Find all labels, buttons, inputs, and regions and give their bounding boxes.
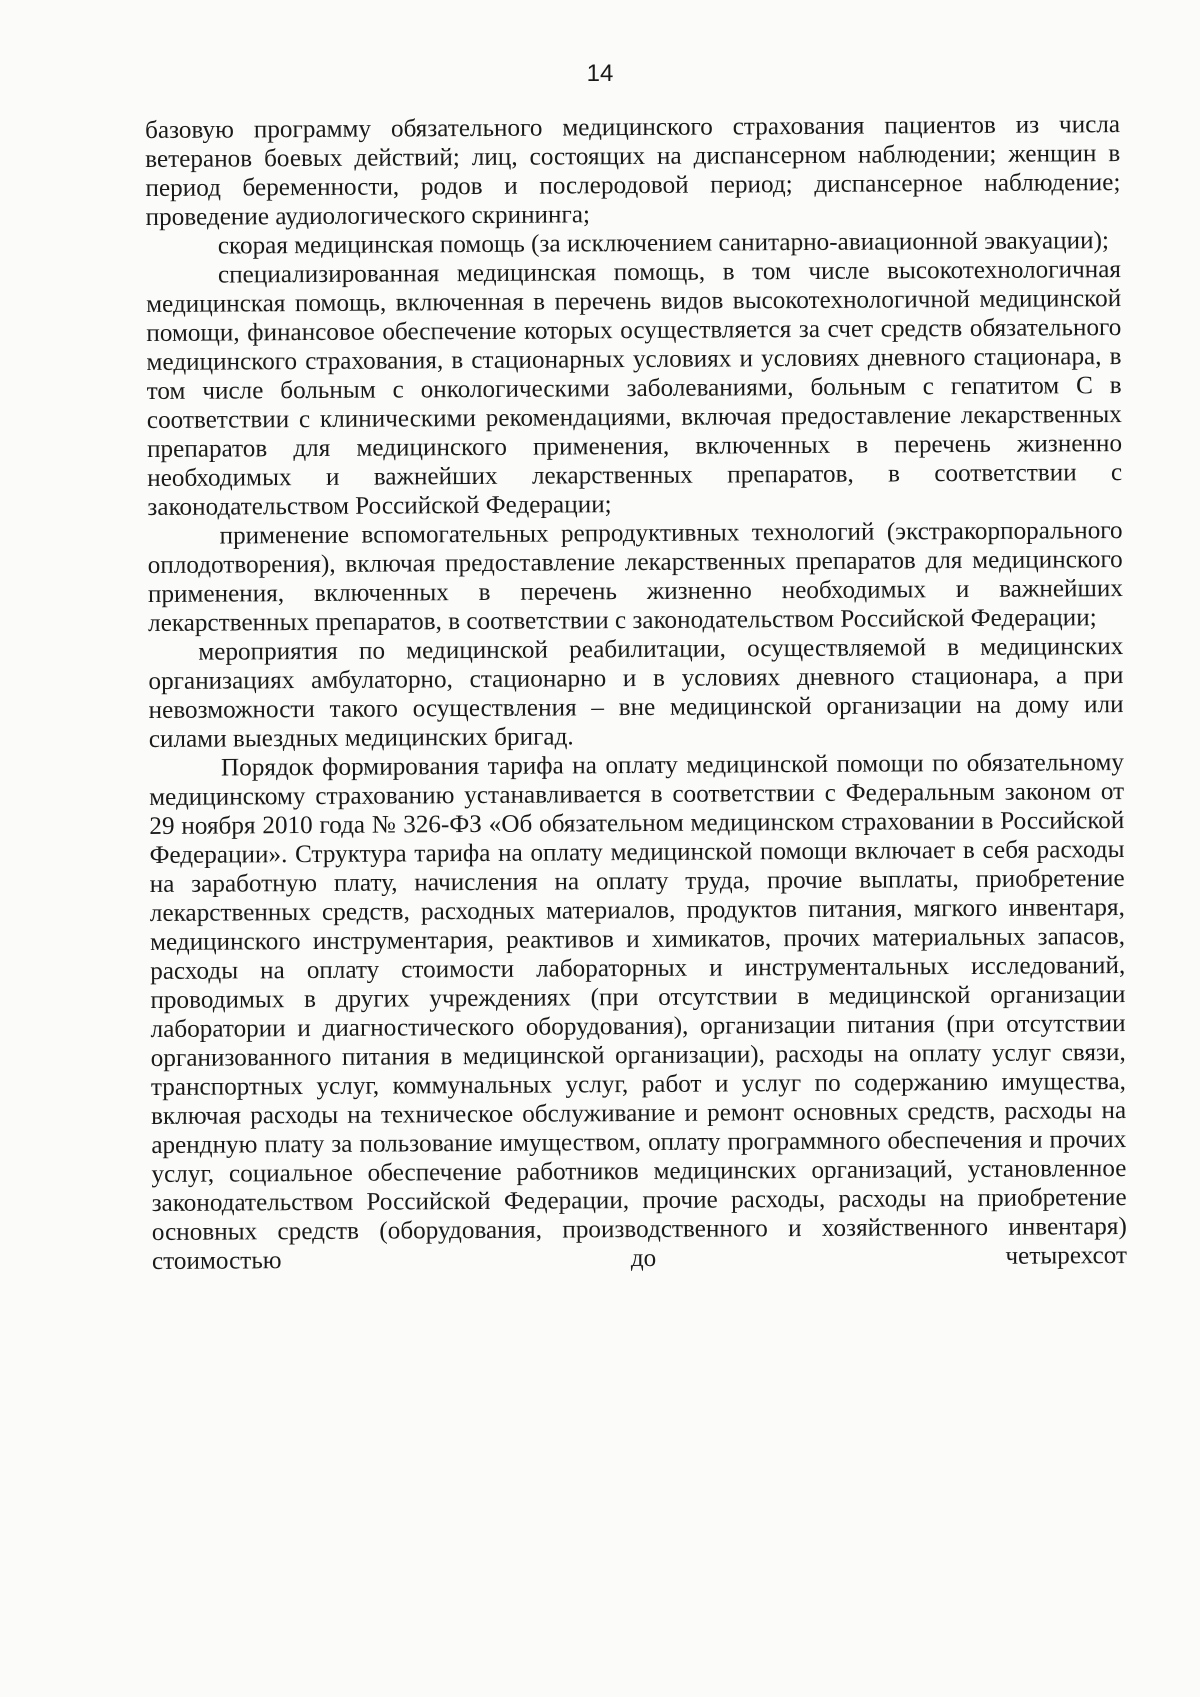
paragraph-tariff-procedure: Порядок формирования тарифа на оплату медицинской помощи по обязательному медицинскому страхованию устанавливается в соответствии с Федеральным законом от 29 ноября 2010 года № 326-ФЗ «Об обязательном медицинском страховании в Российской Федерации». Структура тарифа на оплату медицинской помощи включает в себя расходы на заработную плату, начисления на оплату труда, прочие выплаты, приобретение лекарственных средств, расходных материалов, продуктов питания, мягкого инвентаря, медицинского инструментария, реактивов и химикатов, прочих материальных запасов, расходы на оплату стоимости лабораторных и инструментальных исследований, проводимых в других учреждениях (при отсутствии в медицинской организации лаборатории и диагностического оборудования), организации питания (при отсутствии организованного питания в медицинской организации), расходы на оплату услуг связи, транспортных услуг, коммунальных услуг, работ и услуг по содержанию имущества, включая расходы на техническое обслуживание и ремонт основных средств, расходы на арендную плату за пользование имуществом, оплату программного обеспечения и прочих услуг, социальное обеспечение работников медицинских организаций, установленное законодательством Российской Федерации, прочие расходы, расходы на приобретение основных средств (оборудования, производственного и хозяйственного инвентаря) стоимостью до четырехсот: [149, 749, 1128, 1275]
paragraph-emergency-care: скорая медицинская помощь (за исключением санитарно-авиационной эвакуации);: [217, 227, 1110, 260]
document-body: [145, 110, 1127, 1276]
page-number: 14: [586, 60, 614, 87]
paragraph-specialized-care: специализированная медицинская помощь, в том числе высокотехнологичная медицинская помощь, включенная в перечень видов высокотехнологичной медицинской помощи, финансовое обеспечение которых осуществляется за счет средств обязательного медицинского страхования, в стационарных условиях и условиях дневного стационара, в том числе больным с онкологическими заболеваниями, больным с гепатитом C в соответствии с клиническими рекомендациями, включая предоставление лекарственных препаратов для медицинского применения, включенных в перечень жизненно необходимых и важнейших лекарственных препаратов, в соответствии с законодательством Российской Федерации;: [146, 256, 1123, 521]
paragraph-reproductive-technologies: применение вспомогательных репродуктивных технологий (экстракорпорального оплодотворения), включая предоставление лекарственных препаратов для медицинского применения, включенных в перечень жизненно необходимых и важнейших лекарственных препаратов, в соответствии с законодательством Российской Федерации;: [147, 517, 1123, 637]
paragraph-continuation: базовую программу обязательного медицинского страхования пациентов из числа ветеранов боевых действий; лиц, состоящих на диспансерном наблюдении; женщин в период беременности, родов и послеродовой период; диспансерное наблюдение; проведение аудиологического скрининга;: [145, 111, 1121, 231]
paragraph-rehabilitation: мероприятия по медицинской реабилитации, осуществляемой в медицинских организациях амбулаторно, стационарно и в условиях дневного стационара, а при невозможности такого осуществления – вне медицинской организации на дому или силами выездных медицинских бригад.: [148, 633, 1124, 753]
